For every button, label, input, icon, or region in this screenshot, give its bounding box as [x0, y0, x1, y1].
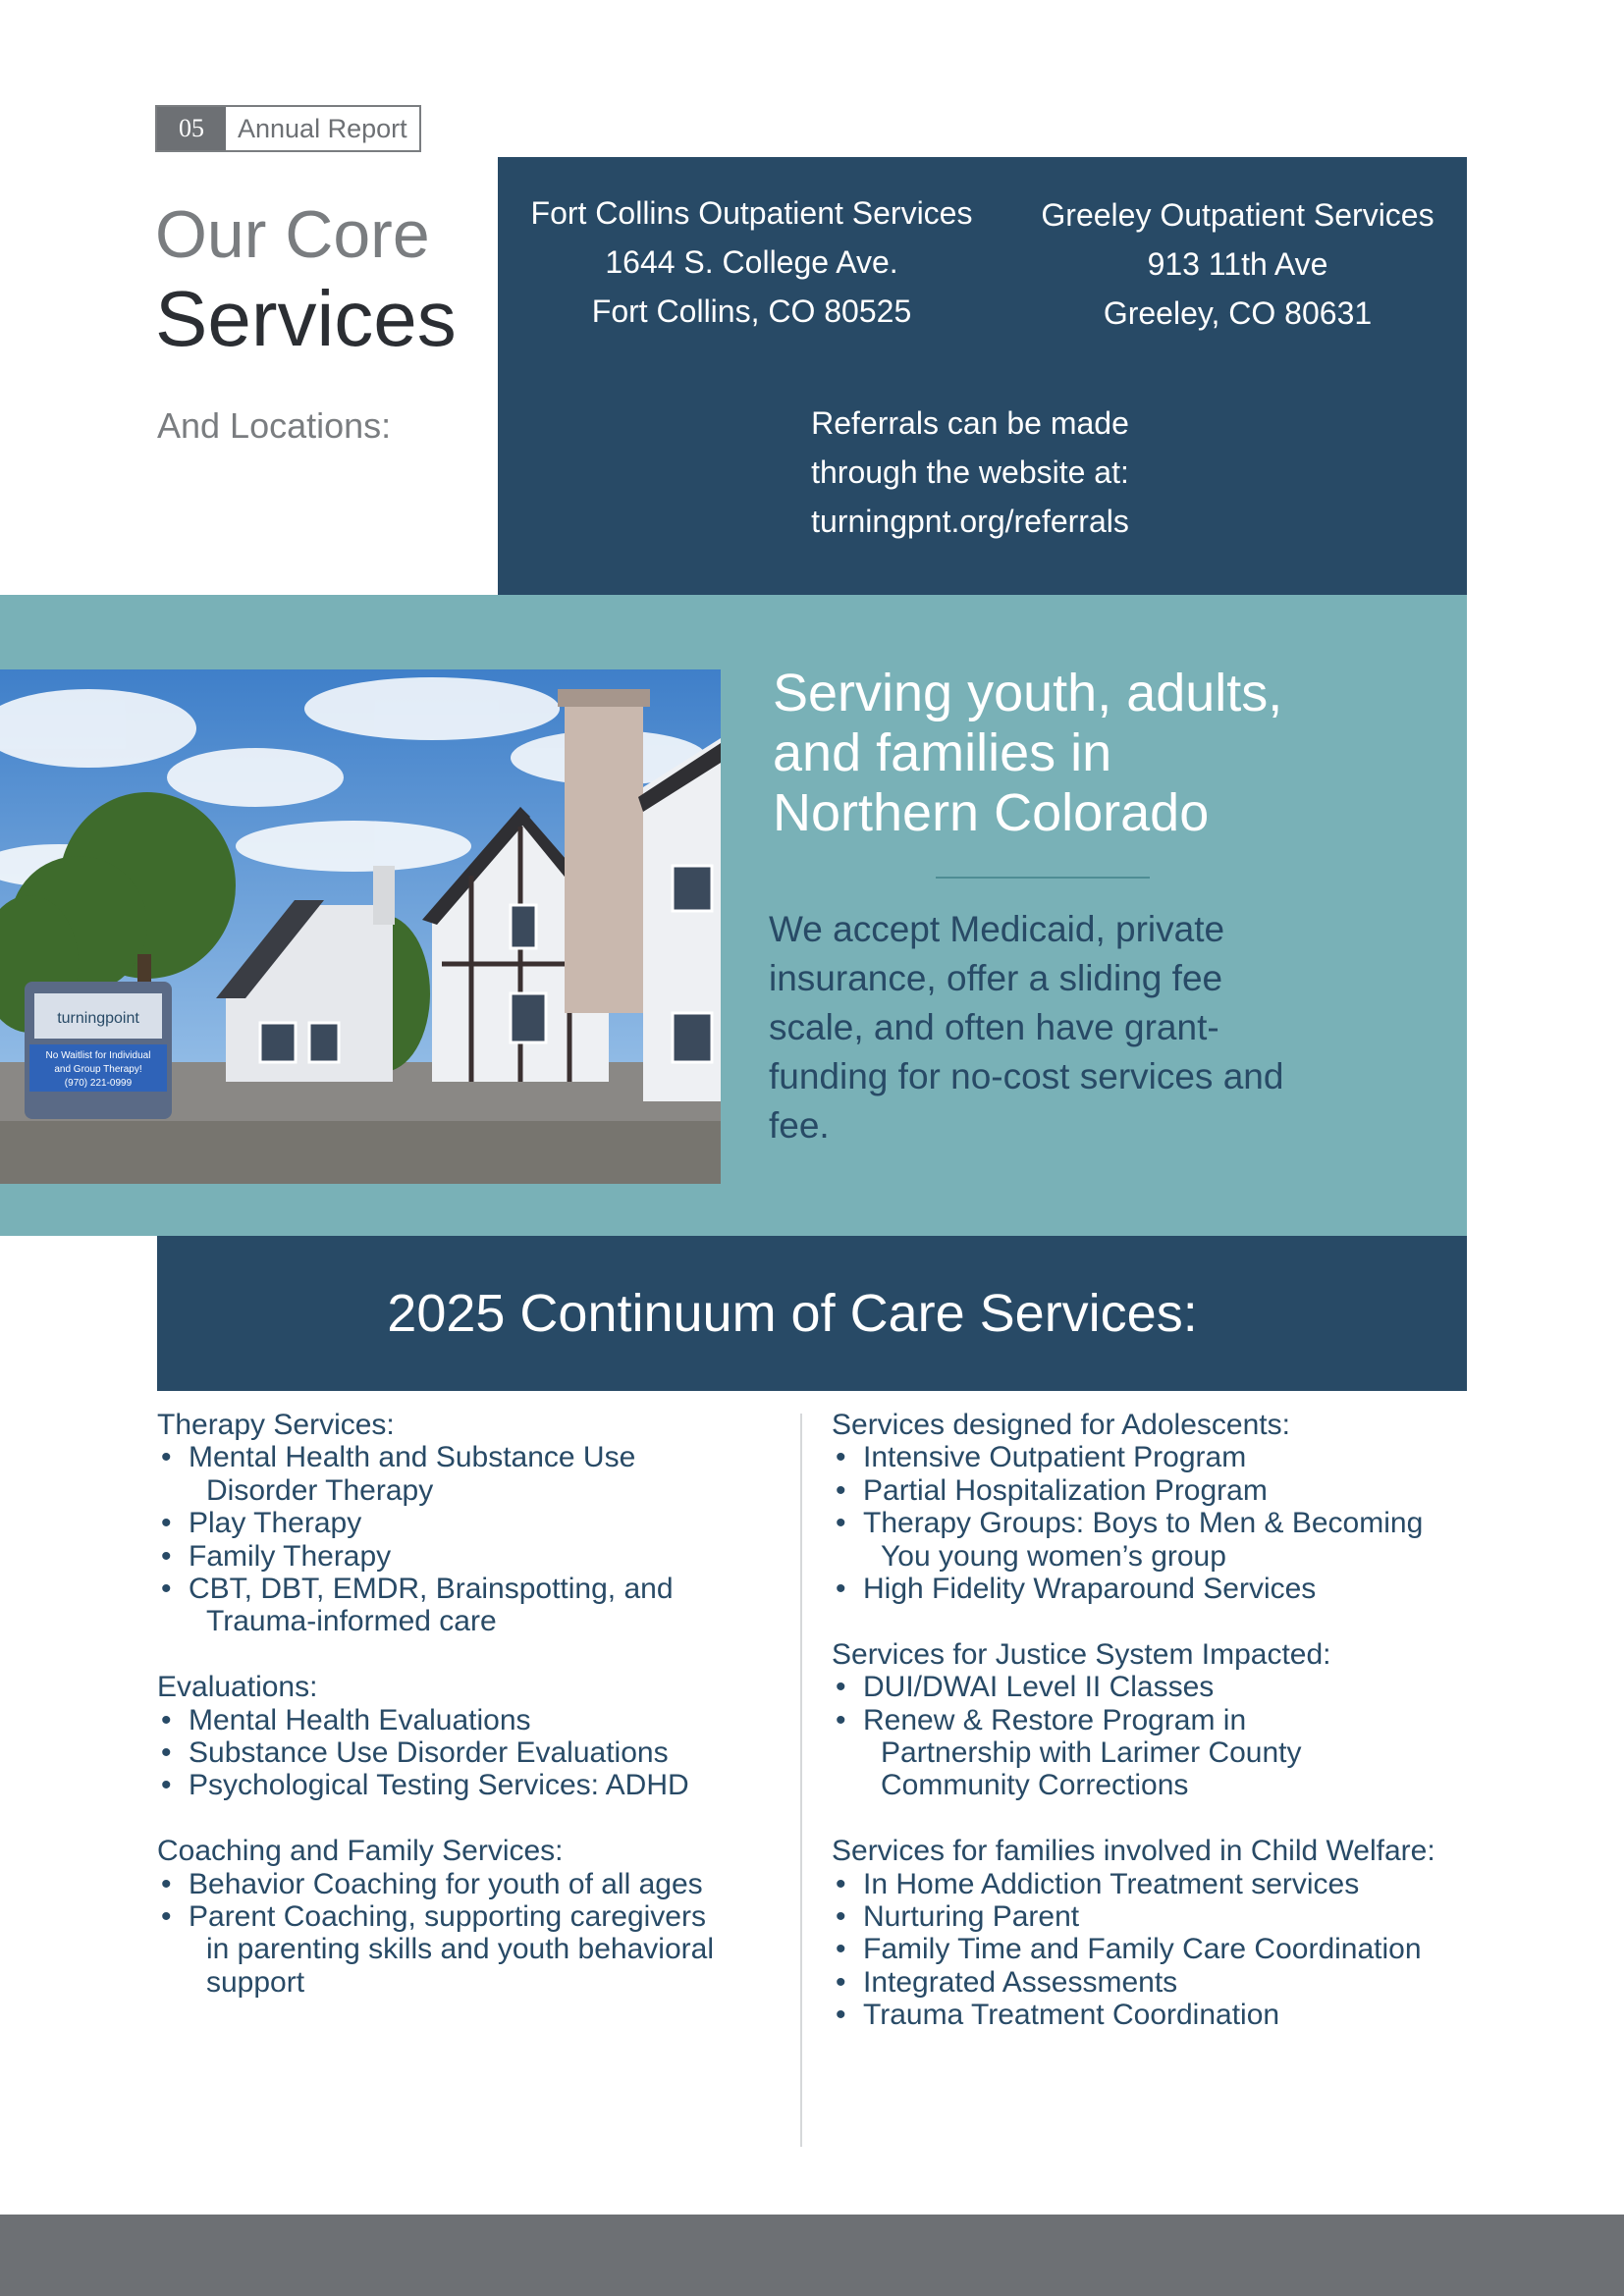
service-item-text: Mental Health and Substance Use — [189, 1441, 636, 1474]
service-item-text: Intensive Outpatient Program — [863, 1441, 1247, 1474]
sign-line-1: No Waitlist for Individual — [45, 1050, 151, 1061]
serving-headline-line: Northern Colorado — [773, 783, 1210, 842]
service-item-text: Disorder Therapy — [206, 1473, 434, 1507]
service-group — [832, 1409, 1480, 1605]
bullet-icon: • — [836, 1867, 846, 1900]
service-item-text: support — [206, 1965, 305, 1999]
service-item-text: In Home Addiction Treatment services — [863, 1867, 1360, 1900]
section-divider — [936, 877, 1150, 879]
greeley-location — [1008, 190, 1467, 338]
service-list-item — [157, 1704, 785, 1736]
payment-info-line: scale, and often have grant- — [769, 1007, 1219, 1047]
service-list — [832, 1671, 1480, 1802]
service-item-text: Play Therapy — [189, 1507, 362, 1540]
service-item-text: Community Corrections — [881, 1769, 1189, 1802]
footer-bar — [0, 2215, 1624, 2296]
service-list-item — [832, 1933, 1480, 1965]
payment-info-line: funding for no-cost services and — [769, 1056, 1284, 1096]
service-list-item — [157, 1441, 785, 1507]
page-title-line1: Our Core — [155, 197, 430, 272]
service-item-text: in parenting skills and youth behavioral — [206, 1933, 714, 1966]
service-group — [832, 1835, 1480, 2031]
service-item-text: DUI/DWAI Level II Classes — [863, 1671, 1215, 1704]
payment-info-line: insurance, offer a sliding fee — [769, 958, 1223, 998]
service-item-text: High Fidelity Wraparound Services — [863, 1573, 1317, 1606]
page-tag — [155, 105, 421, 152]
column-divider — [800, 1414, 802, 2147]
serving-section — [0, 595, 1467, 1236]
bullet-icon: • — [161, 1539, 172, 1573]
service-item-text: Integrated Assessments — [863, 1965, 1178, 1999]
building-photo — [0, 669, 721, 1184]
service-group-heading: Coaching and Family Services: — [157, 1835, 564, 1868]
service-item-text: Behavior Coaching for youth of all ages — [189, 1867, 703, 1900]
payment-info — [769, 905, 1397, 1150]
service-group — [157, 1409, 785, 1638]
serving-headline-line: Serving youth, adults, — [773, 664, 1283, 722]
bullet-icon: • — [161, 1900, 172, 1934]
service-list-item — [157, 1769, 785, 1801]
greeley-street: 913 11th Ave — [1147, 246, 1328, 282]
bullet-icon: • — [161, 1441, 172, 1474]
service-group-heading: Services for families involved in Child Welfare: — [832, 1835, 1435, 1868]
service-item-text: Parent Coaching, supporting caregivers — [189, 1900, 706, 1934]
bullet-icon: • — [836, 1473, 846, 1507]
fort-collins-location — [498, 188, 1005, 336]
fort-collins-city: Fort Collins, CO 80525 — [591, 294, 912, 329]
service-item-text: Family Time and Family Care Coordination — [863, 1933, 1422, 1966]
greeley-name: Greeley Outpatient Services — [1041, 197, 1435, 233]
service-list-item — [832, 1507, 1480, 1573]
service-list-item — [157, 1507, 785, 1539]
service-item-text: You young women’s group — [881, 1539, 1226, 1573]
bullet-icon: • — [836, 1933, 846, 1966]
service-list — [157, 1441, 785, 1637]
service-item-text: CBT, DBT, EMDR, Brainspotting, and — [189, 1573, 674, 1606]
sign-logo-text: turningpoint — [57, 1010, 139, 1027]
bullet-icon: • — [836, 1999, 846, 2032]
service-group-heading: Evaluations: — [157, 1671, 318, 1704]
service-item-text: Nurturing Parent — [863, 1900, 1080, 1934]
service-list — [157, 1868, 785, 2000]
bullet-icon: • — [836, 1441, 846, 1474]
services-column-left — [157, 1409, 785, 2032]
service-item-text: Psychological Testing Services: ADHD — [189, 1769, 689, 1802]
service-list — [832, 1868, 1480, 2032]
serving-headline — [773, 664, 1421, 843]
greeley-city: Greeley, CO 80631 — [1103, 295, 1373, 331]
bullet-icon: • — [836, 1573, 846, 1606]
service-item-text: Renew & Restore Program in — [863, 1703, 1247, 1736]
service-item-text: Trauma Treatment Coordination — [863, 1999, 1280, 2032]
bullet-icon: • — [836, 1671, 846, 1704]
service-list-item — [157, 1736, 785, 1769]
referral-link[interactable]: turningpnt.org/referrals — [811, 504, 1129, 539]
service-list-item — [832, 1573, 1480, 1605]
service-group — [157, 1835, 785, 1999]
payment-info-line: We accept Medicaid, private — [769, 909, 1225, 949]
bullet-icon: • — [161, 1736, 172, 1770]
bullet-icon: • — [836, 1703, 846, 1736]
service-item-text: Partial Hospitalization Program — [863, 1473, 1268, 1507]
service-item-text: Mental Health Evaluations — [189, 1703, 531, 1736]
service-list-item — [832, 1999, 1480, 2031]
page-number: 05 — [157, 107, 226, 150]
sign-line-2: and Group Therapy! — [54, 1064, 142, 1075]
continuum-header — [157, 1236, 1467, 1391]
service-group-heading: Services for Justice System Impacted: — [832, 1637, 1331, 1671]
report-label: Annual Report — [226, 107, 419, 150]
payment-info-line: fee. — [769, 1105, 830, 1146]
service-list-item — [157, 1573, 785, 1638]
bullet-icon: • — [836, 1900, 846, 1934]
referral-info — [498, 399, 1442, 546]
service-item-text: Therapy Groups: Boys to Men & Becoming — [863, 1507, 1424, 1540]
sign-line-3: (970) 221-0999 — [64, 1078, 133, 1089]
locations-box — [498, 157, 1467, 595]
service-group — [832, 1638, 1480, 1802]
bullet-icon: • — [161, 1573, 172, 1606]
service-group — [157, 1671, 785, 1802]
service-list-item — [832, 1900, 1480, 1933]
service-item-text: Partnership with Larimer County — [881, 1736, 1302, 1770]
service-list-item — [832, 1671, 1480, 1703]
bullet-icon: • — [161, 1507, 172, 1540]
services-column-right — [832, 1409, 1480, 2064]
bullet-icon: • — [836, 1965, 846, 1999]
service-group-heading: Services designed for Adolescents: — [832, 1409, 1290, 1441]
referral-line2: through the website at: — [811, 454, 1129, 490]
service-list-item — [157, 1540, 785, 1573]
service-item-text: Substance Use Disorder Evaluations — [189, 1736, 669, 1770]
service-item-text: Family Therapy — [189, 1539, 392, 1573]
bullet-icon: • — [836, 1507, 846, 1540]
fort-collins-street: 1644 S. College Ave. — [605, 244, 898, 280]
bullet-icon: • — [161, 1703, 172, 1736]
service-group-heading: Therapy Services: — [157, 1409, 395, 1441]
bullet-icon: • — [161, 1867, 172, 1900]
service-list-item — [832, 1474, 1480, 1507]
serving-headline-line: and families in — [773, 723, 1112, 782]
service-list-item — [157, 1900, 785, 1999]
service-list-item — [832, 1704, 1480, 1802]
service-list — [157, 1704, 785, 1802]
bullet-icon: • — [161, 1769, 172, 1802]
page-title-line2: Services — [155, 275, 457, 362]
service-list — [832, 1441, 1480, 1605]
fort-collins-name: Fort Collins Outpatient Services — [530, 195, 973, 231]
page-subtitle: And Locations: — [157, 405, 392, 446]
continuum-title: 2025 Continuum of Care Services: — [387, 1284, 1198, 1343]
service-item-text: Trauma-informed care — [206, 1605, 497, 1638]
service-list-item — [157, 1868, 785, 1900]
referral-line1: Referrals can be made — [811, 405, 1129, 441]
service-list-item — [832, 1868, 1480, 1900]
service-list-item — [832, 1441, 1480, 1473]
service-list-item — [832, 1966, 1480, 1999]
